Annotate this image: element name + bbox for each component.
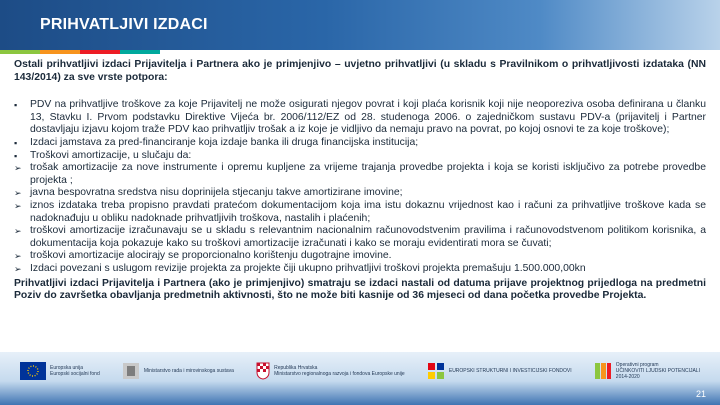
arrow-bullet-icon: ➢ [14,200,22,211]
ministry-emblem-icon [122,362,140,380]
arrow-bullet-icon: ➢ [14,251,22,262]
closing-paragraph: Prihvatljivi izdaci Prijavitelja i Partnera (ako je primjenjivo) smatraju se izdaci nastali od datuma prijave projektnog prijedloga na predmetni Poziv do završetka obavljanja predmetnih aktivnosti, što ne može biti kasnije od 36 mjeseci od dana početka provedbe Projekta. [14,277,706,302]
list-item [14,187,706,200]
croatian-coat-of-arms-icon [256,362,270,380]
list-item [14,150,706,163]
square-bullet-icon: ▪ [14,150,18,161]
list-item-text: troškovi amortizacije alocirају se proporcionalno korištenju dugotrajne imovine. [30,250,392,262]
square-bullet-icon: ▪ [14,100,18,111]
list-item-text: troškovi amortizacije izračunavaju se u skladu s relevantnim nacionalnim računovodstvenim pravilima i računovodstvenom politikom korisnika, a dokumentacija koja pokazuje kako su troškovi amortizacije izračunati i kako se moraju evidentirati mora se čuvati; [30,225,706,249]
ministry-labour-label: Ministarstvo rada i mirovinskoga sustava [143,368,234,374]
accent-strip-teal [120,50,160,54]
list-item-text: Izdaci povezani s uslugom revizije projekta za projekte čiji ukupno prihvatljivi troškovi projekta premašuju 1.500.000,00kn [30,262,586,274]
list-item-text: iznos izdataka treba propisno pravdati pratećom dokumentacijom koja ima istu dokaznu vrijednost kao i računi za prihvatljive troškove kada se nadoknađuju u obliku nadoknade prihvatljivih troškova, nastalih i plaćenih; [30,199,706,224]
arrow-bullet-icon: ➢ [14,163,22,174]
eu-logo [20,362,100,380]
list-item [14,137,706,150]
ministry-labour-logo [122,362,234,380]
esi-funds-label: EUROPSKI STRUKTURNI I INVESTICIJSKI FONDOVI [448,368,572,374]
arrow-bullet-icon: ➢ [14,226,22,237]
operational-programme-logo [594,362,700,380]
croatia-ministry-logo [256,362,405,380]
eu-flag-icon [20,362,46,380]
eligible-costs-list [14,99,706,275]
eu-logo-label: Europska unija Europski socijalni fond [50,365,100,377]
accent-strip-red [80,50,120,54]
footer-logos [20,356,700,386]
list-item-text: PDV na prihvatljive troškove za koje Prijavitelj ne može osigurati njegov povrat i koji plaća korisnik koji nije neoporeziva osoba definirana u članku 13, Stavku I. Prvom podstavku Direktive Vijeća br. 2006/112/EZ od 28. studenoga 2006. o zajedničkom sustavu PDV-a (prijavitelj i Partner dostavljaju izjavu kojom traže PDV kao prihvatljiv trošak a iz koje je vidljivo da nemaju pravo na povrat, po kojoj osnovi te za koje troškove); [30,99,706,136]
list-item [14,99,706,137]
list-item [14,250,706,263]
list-item [14,200,706,225]
list-item-text: javna bespovratna sredstva nisu doprinijela stjecanju takve amortizirane imovine; [30,187,403,199]
operational-programme-label: Operativni program UČINKOVITI LJUDSKI POTENCIJALI 2014-2020 [615,362,700,380]
intro-paragraph: Ostali prihvatljivi izdaci Prijavitelja i Partnera ako je primjenjivo – uvjetno prihvatljivi (u skladu s Pravilnikom o prihvatljivosti izdataka (NN 143/2014) za sve vrste potpora: [14,59,706,83]
list-item-text: trošak amortizacije za nove instrumente i opremu kupljene za vrijeme trajanja provedbe projekta i koja se koristi isključivo za potrebe provedbe projekta ; [30,162,706,186]
accent-strip-orange [40,50,80,54]
arrow-bullet-icon: ➢ [14,263,22,274]
slide-title: PRIHVATLJIVI IZDACI [40,16,208,33]
list-item [14,225,706,250]
page-number: 21 [695,389,706,399]
arrow-bullet-icon: ➢ [14,188,22,199]
esi-funds-icon [427,362,445,380]
list-item [14,162,706,187]
list-item-text: Izdaci jamstava za pred-financiranje koja izdaje banka ili druga financijska institucija; [30,136,419,148]
list-item [14,263,706,276]
slide-content [14,59,706,303]
square-bullet-icon: ▪ [14,137,18,148]
list-item-text: Troškovi amortizacije, u slučaju da: [30,149,192,161]
accent-strip-green [0,50,40,54]
esi-funds-logo [427,362,572,380]
croatia-ministry-label: Republika Hrvatska Ministarstvo regionalnoga razvoja i fondova Europske unije [274,365,405,377]
operational-programme-icon [594,362,612,380]
